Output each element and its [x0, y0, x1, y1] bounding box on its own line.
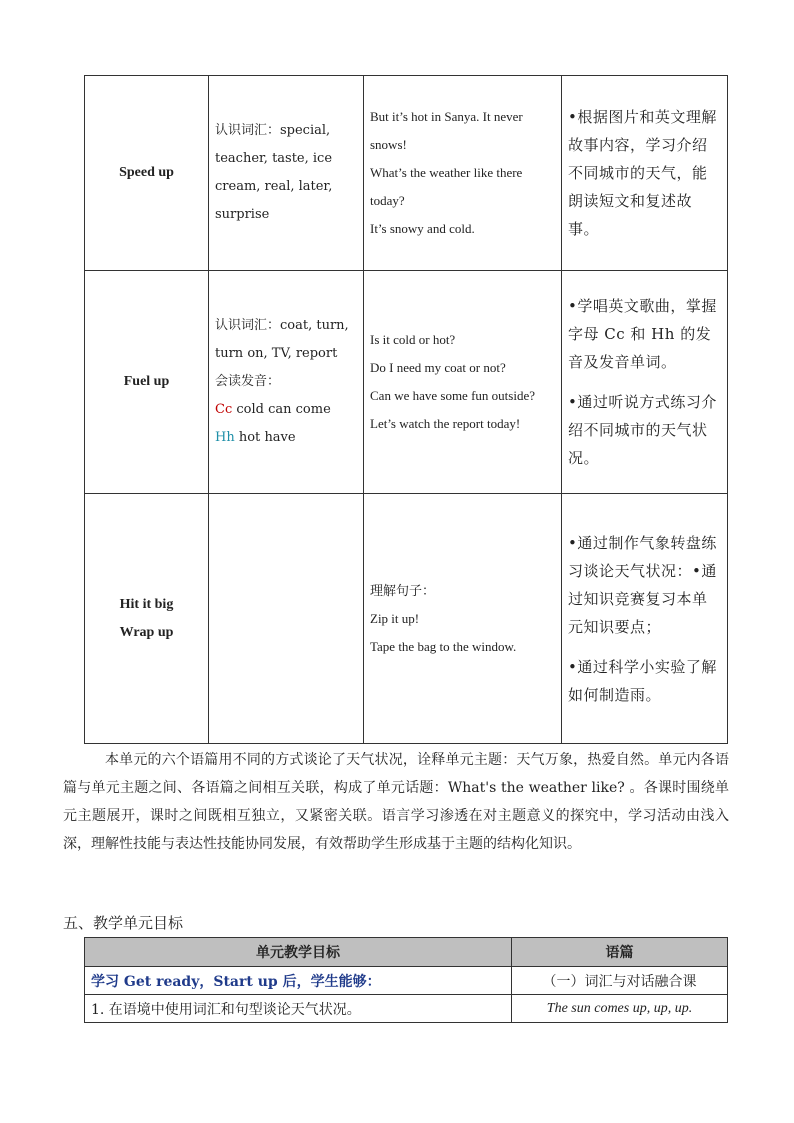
sentences-cell: But it’s hot in Sanya. It never snows! What’s the weather like there today? It’s snowy and cold. — [364, 76, 562, 271]
lesson-name-cell: Speed up — [85, 76, 209, 271]
table-row — [85, 494, 728, 744]
table-row — [85, 76, 728, 271]
pron-hh-line: Hh hot have — [215, 430, 296, 445]
header-texts: 语篇 — [512, 938, 728, 967]
sentences-cell: 理解句子： Zip it up! Tape the bag to the window. — [364, 494, 562, 744]
goals-cell: •通过制作气象转盘练习谈论天气状况：•通过知识竞赛复习本单元知识要点； •通过科学小实验了解如何制造雨。 — [562, 494, 728, 744]
unit-summary-paragraph: 本单元的六个语篇用不同的方式谈论了天气状况，诠释单元主题：天气万象，热爱自然。单元内各语篇与单元主题之间、各语篇之间相互关联，构成了单元话题：What's the weather like? 。各课时围绕单元主题展开，课时之间既相互独立，又紧密关联。语言学习渗透在对主题意义的探究中，学习活动由浅入深，理解性技能与表达性技能协同发展，有效帮助学生形成基于主题的结构化知识。 — [63, 752, 729, 852]
goal-item: 1. 在语境中使用词汇和句型谈论天气状况。 — [85, 995, 512, 1023]
unit-lesson-table — [84, 75, 728, 744]
sentences-cell: Is it cold or hot? Do I need my coat or not? Can we have some fun outside? Let’s watch the report today! — [364, 271, 562, 494]
header-goals: 单元教学目标 — [85, 938, 512, 967]
section-heading: 五、教学单元目标 — [63, 914, 184, 932]
lesson-type: （一）词汇与对话融合课 — [512, 967, 728, 995]
vocab-cell: 认识词汇：coat, turn, turn on, TV, report 会读发音： Cc cold can come Hh hot have — [209, 271, 364, 494]
goals-intro: 学习 Get ready，Start up 后，学生能够： — [85, 967, 512, 995]
table-row — [85, 271, 728, 494]
table-row — [85, 995, 728, 1023]
goals-cell: •根据图片和英文理解故事内容，学习介绍不同城市的天气，能朗读短文和复述故事。 — [562, 76, 728, 271]
table-row — [85, 967, 728, 995]
lesson-name-cell: Fuel up — [85, 271, 209, 494]
pron-cc-line: Cc cold can come — [215, 402, 331, 417]
unit-goals-table — [84, 937, 728, 1023]
table-header-row — [85, 938, 728, 967]
goals-cell: •学唱英文歌曲，掌握字母 Cc 和 Hh 的发音及发音单词。 •通过听说方式练习介绍不同城市的天气状况。 — [562, 271, 728, 494]
vocab-cell: 认识词汇：special, teacher, taste, ice cream, real, later, surprise — [209, 76, 364, 271]
lesson-name-cell: Hit it big Wrap up — [85, 494, 209, 744]
text-title: The sun comes up, up, up. — [512, 995, 728, 1023]
vocab-cell — [209, 494, 364, 744]
